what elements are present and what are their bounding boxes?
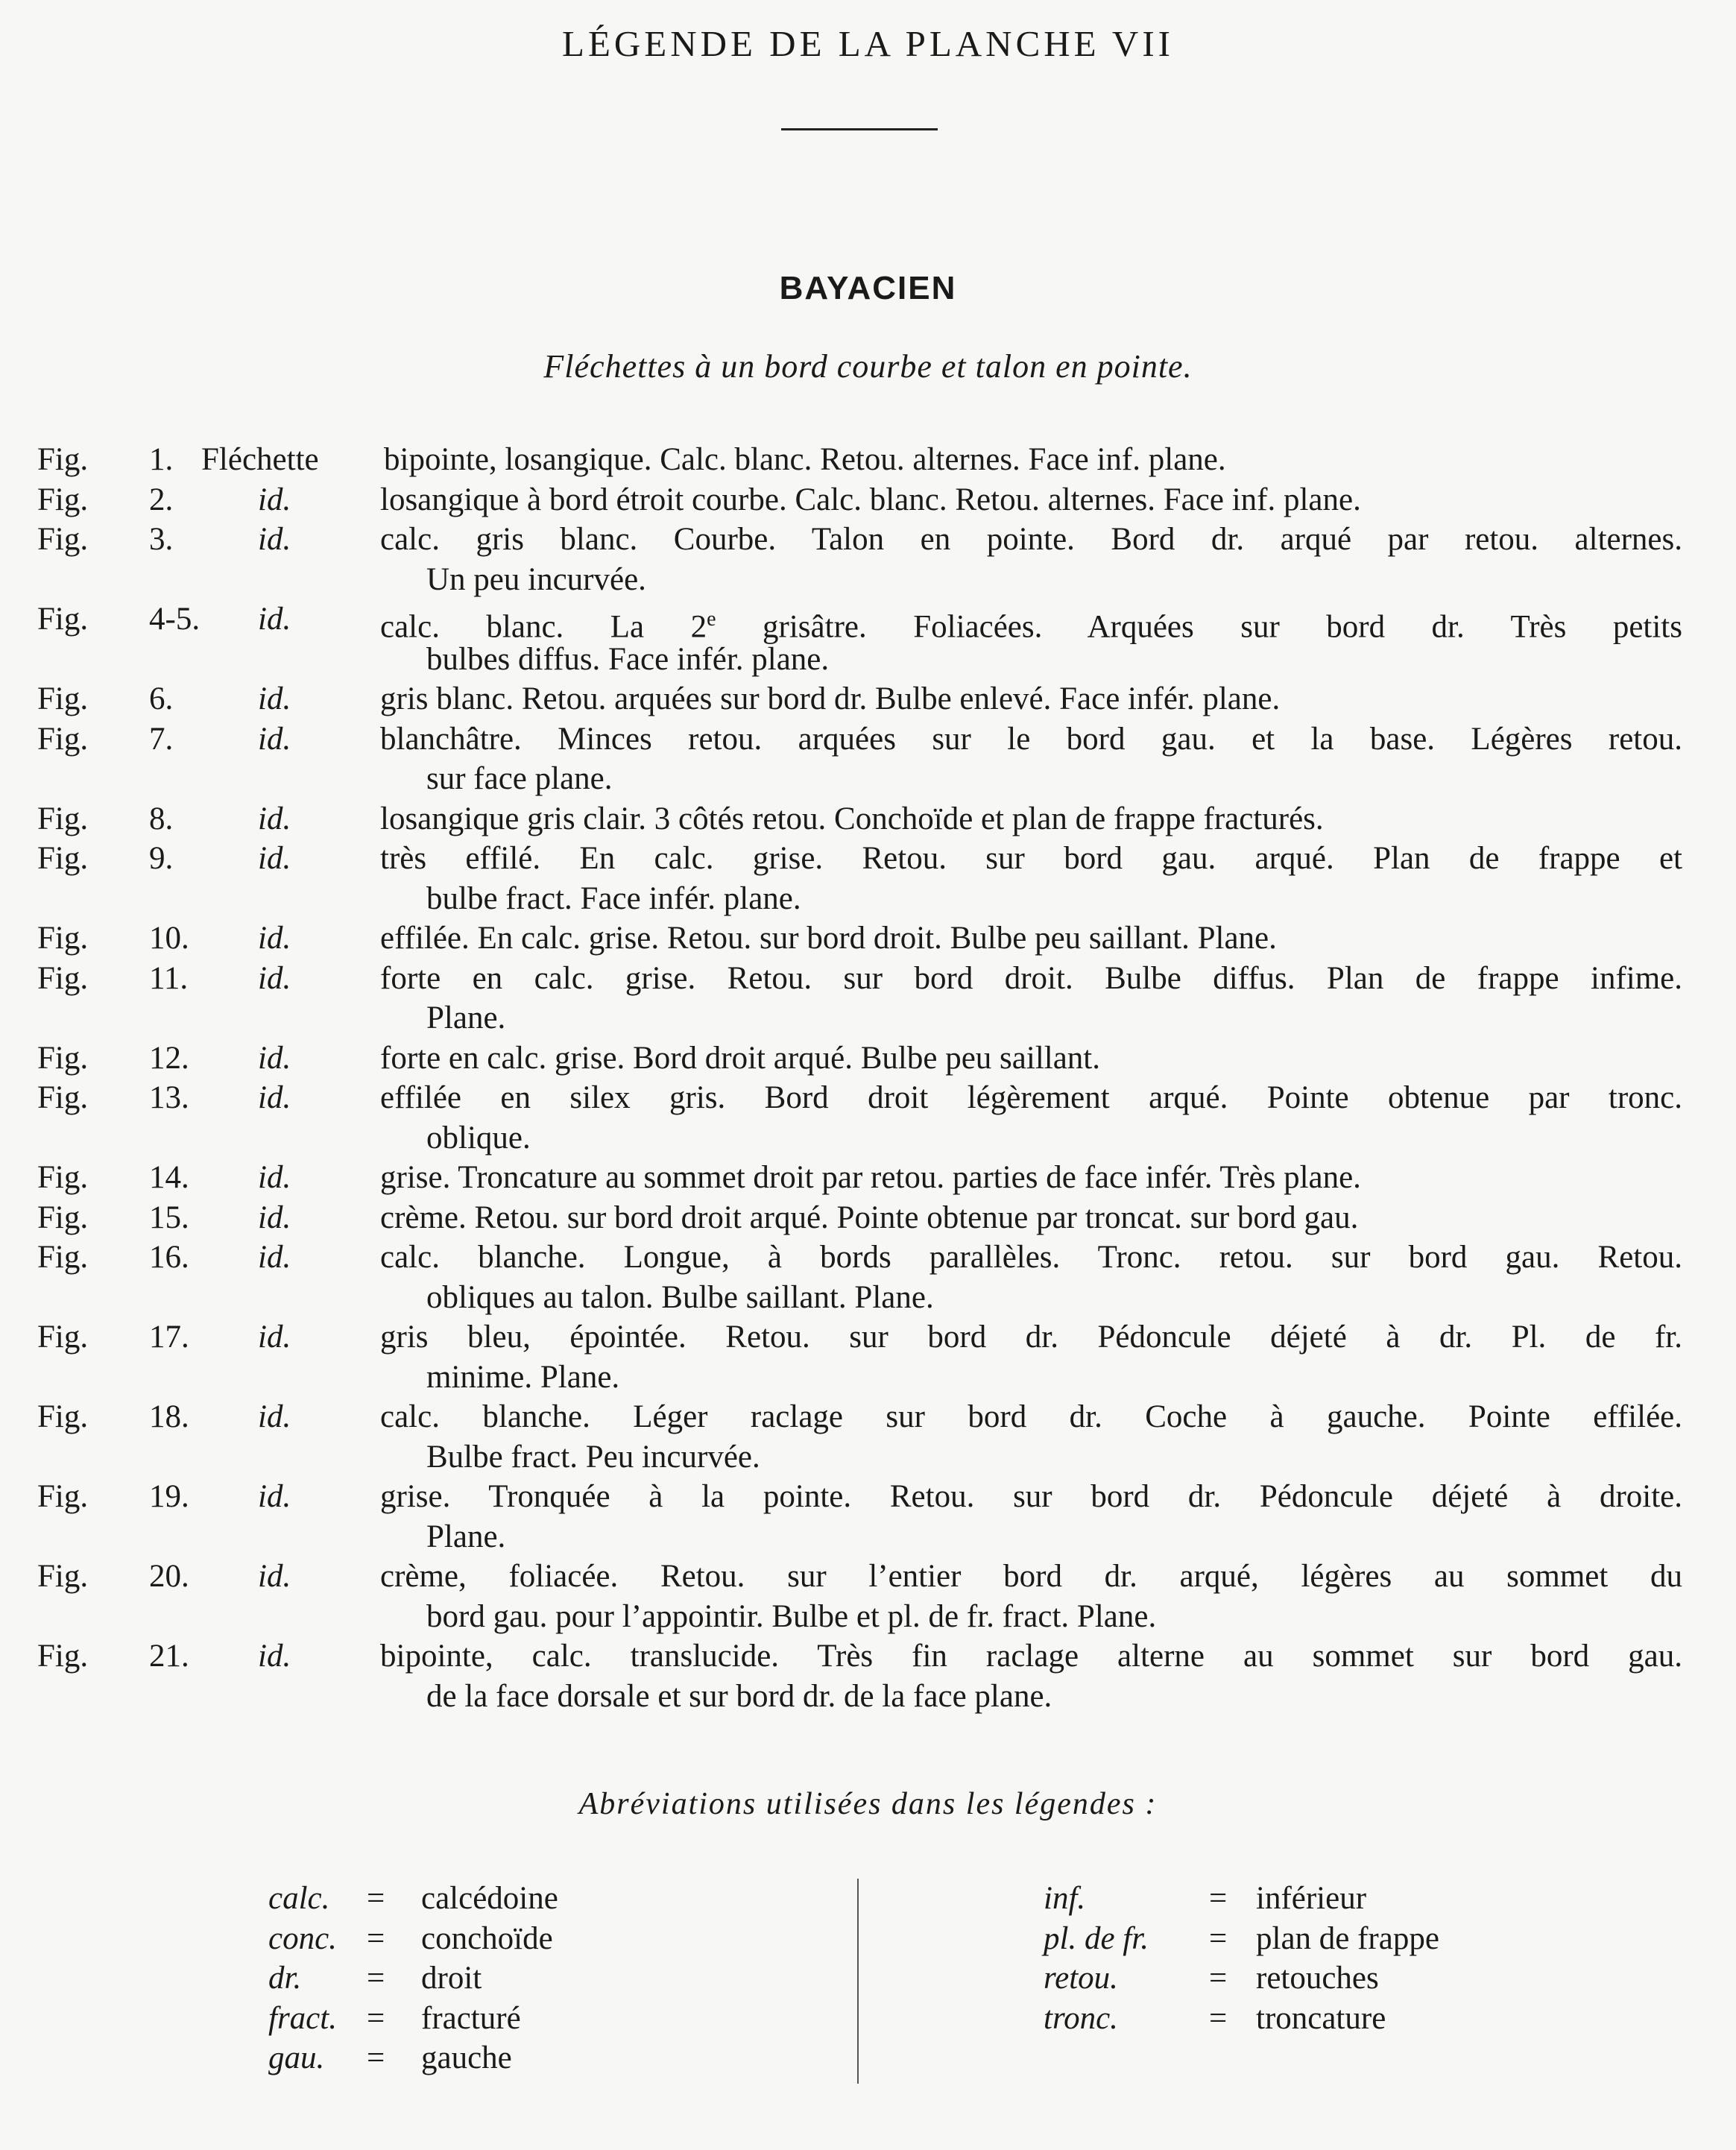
figure-description-continued: minime. Plane.: [426, 1359, 620, 1395]
figure-description: bipointe, losangique. Calc. blanc. Retou. alternes. Face inf. plane.: [384, 442, 1226, 477]
figure-type: id.: [258, 1320, 291, 1355]
legend-entry-continuation-line: [0, 1517, 1736, 1557]
legend-entry-continuation-line: [0, 640, 1736, 680]
section-subtitle: Fléchettes à un bord courbe et talon en pointe.: [543, 348, 1193, 385]
legend-entry: [0, 480, 1736, 520]
legend-entry: [0, 520, 1736, 599]
abbreviation-term: conc.: [268, 1920, 337, 1956]
figure-description-continued: Plane.: [426, 1519, 506, 1554]
legend-entry-first-line: [0, 1038, 1736, 1079]
legend-entry-continuation-line: [0, 759, 1736, 799]
abbreviation-row: [268, 1999, 865, 2039]
legend-entry-first-line: [0, 440, 1736, 480]
figure-number: 21.: [149, 1639, 189, 1674]
figure-description-continued: bulbes diffus. Face infér. plane.: [426, 641, 830, 677]
figure-type: Fléchette: [201, 442, 319, 477]
abbreviations-heading: Abréviations utilisées dans les légendes :: [578, 1787, 1158, 1821]
figure-description: losangique gris clair. 3 côtés retou. Conchoïde et plan de frappe fracturés.: [380, 801, 1324, 836]
abbreviation-row: [1044, 1879, 1640, 1919]
legend-entry-first-line: [0, 1078, 1736, 1118]
legend-entry-first-line: [0, 959, 1736, 999]
figure-description-continued: Plane.: [426, 1000, 506, 1035]
legend-entry: [0, 679, 1736, 719]
figure-label: Fig.: [37, 1040, 89, 1076]
figure-description: gris bleu, épointée. Retou. sur bord dr. Pédoncule déjeté à dr. Pl. de fr.: [380, 1320, 1682, 1355]
figure-description-continued: sur face plane.: [426, 761, 613, 796]
equals-sign: =: [1209, 1961, 1228, 1996]
figure-type: id.: [258, 1199, 291, 1235]
figure-description: losangique à bord étroit courbe. Calc. blanc. Retou. alternes. Face inf. plane.: [380, 482, 1361, 517]
legend-entry: [0, 1477, 1736, 1557]
legend-entry-first-line: [0, 1198, 1736, 1238]
equals-sign: =: [367, 1961, 385, 1996]
figure-description: effilée. En calc. grise. Retou. sur bord droit. Bulbe peu saillant. Plane.: [380, 921, 1277, 956]
figure-type: id.: [258, 1240, 291, 1275]
figure-label: Fig.: [37, 482, 89, 517]
figure-label: Fig.: [37, 960, 89, 996]
figure-description: blanchâtre. Minces retou. arquées sur le bord gau. et la base. Légères retou.: [380, 721, 1682, 757]
legend-entry-continuation-line: [0, 1278, 1736, 1318]
figure-type: id.: [258, 721, 291, 757]
figure-number: 8.: [149, 801, 174, 836]
figure-number: 1.: [149, 442, 174, 477]
abbreviations-right-column: [1044, 1879, 1640, 2038]
abbreviation-meaning: retouches: [1256, 1961, 1379, 1996]
section-heading: BAYACIEN: [779, 270, 957, 306]
legend-entry-continuation-line: [0, 1118, 1736, 1158]
figure-label: Fig.: [37, 1559, 89, 1594]
legend-entry-continuation-line: [0, 560, 1736, 600]
legend-entry-first-line: [0, 599, 1736, 645]
figure-description: gris blanc. Retou. arquées sur bord dr. Bulbe enlevé. Face infér. plane.: [380, 681, 1281, 716]
figure-description-continued: Bulbe fract. Peu incurvée.: [426, 1439, 760, 1475]
equals-sign: =: [367, 1881, 385, 1916]
figure-type: id.: [258, 921, 291, 956]
figure-description: calc. gris blanc. Courbe. Talon en pointe. Bord dr. arqué par retou. alternes.: [380, 522, 1682, 557]
figure-number: 6.: [149, 681, 174, 716]
figure-number: 19.: [149, 1479, 189, 1514]
figure-label: Fig.: [37, 921, 89, 956]
abbreviation-term: retou.: [1044, 1961, 1118, 1996]
legend-entry: [0, 799, 1736, 839]
abbreviation-term: dr.: [268, 1961, 302, 1996]
equals-sign: =: [367, 1920, 385, 1956]
abbreviation-term: fract.: [268, 2000, 337, 2036]
figure-number: 11.: [149, 960, 189, 996]
legend-entry-first-line: [0, 799, 1736, 839]
equals-sign: =: [367, 2000, 385, 2036]
title-rule: [781, 128, 938, 130]
legend-entry: [0, 1158, 1736, 1198]
abbreviation-meaning: gauche: [421, 2040, 512, 2075]
figure-description: crème, foliacée. Retou. sur l’entier bord dr. arqué, légères au sommet du: [380, 1559, 1682, 1594]
figure-description: calc. blanc. La 2e grisâtre. Foliacées. Arquées sur bord dr. Très petits: [380, 608, 1682, 645]
equals-sign: =: [1209, 2000, 1228, 2036]
figure-label: Fig.: [37, 681, 89, 716]
abbreviation-term: calc.: [268, 1881, 330, 1916]
figure-label: Fig.: [37, 1399, 89, 1434]
legend-entry-first-line: [0, 839, 1736, 879]
legend-entry-first-line: [0, 1317, 1736, 1358]
equals-sign: =: [367, 2040, 385, 2075]
legend-entry-first-line: [0, 719, 1736, 760]
figure-description-continued: oblique.: [426, 1120, 531, 1156]
legend-entry: [0, 440, 1736, 480]
figure-label: Fig.: [37, 602, 89, 637]
abbreviation-term: inf.: [1044, 1881, 1086, 1916]
figure-description: forte en calc. grise. Bord droit arqué. Bulbe peu saillant.: [380, 1040, 1100, 1076]
figure-description-continued: bord gau. pour l’appointir. Bulbe et pl. de fr. fract. Plane.: [426, 1598, 1157, 1634]
legend-entry: [0, 599, 1736, 679]
figure-type: id.: [258, 522, 291, 557]
figure-label: Fig.: [37, 1639, 89, 1674]
figure-number: 16.: [149, 1240, 189, 1275]
legend-entry-first-line: [0, 1636, 1736, 1677]
legend-entry-continuation-line: [0, 1677, 1736, 1717]
legend-entry: [0, 719, 1736, 799]
page-title: LÉGENDE DE LA PLANCHE VII: [562, 23, 1174, 64]
legend-entry-continuation-line: [0, 879, 1736, 919]
figure-type: id.: [258, 1559, 291, 1594]
legend-entry: [0, 959, 1736, 1038]
abbreviation-row: [1044, 1919, 1640, 1959]
abbreviations-divider: [857, 1879, 859, 2084]
figure-label: Fig.: [37, 841, 89, 876]
legend-entry-first-line: [0, 679, 1736, 719]
abbreviation-meaning: conchoïde: [421, 1920, 553, 1956]
figure-type: id.: [258, 1040, 291, 1076]
legend-entry-first-line: [0, 1238, 1736, 1278]
legend-entry: [0, 1078, 1736, 1158]
figure-description: grise. Troncature au sommet droit par retou. parties de face infér. Très plane.: [380, 1160, 1361, 1195]
figure-number: 15.: [149, 1199, 189, 1235]
abbreviation-row: [1044, 1999, 1640, 2039]
figure-type: id.: [258, 1399, 291, 1434]
figure-number: 7.: [149, 721, 174, 757]
abbreviation-meaning: droit: [421, 1961, 482, 1996]
legend-entry-continuation-line: [0, 998, 1736, 1038]
figure-number: 13.: [149, 1080, 189, 1115]
legend-entry: [0, 1238, 1736, 1317]
figure-label: Fig.: [37, 801, 89, 836]
figure-number: 2.: [149, 482, 174, 517]
figure-type: id.: [258, 1479, 291, 1514]
legend-entry-continuation-line: [0, 1358, 1736, 1398]
equals-sign: =: [1209, 1881, 1228, 1916]
legend-entry: [0, 1557, 1736, 1636]
abbreviation-term: tronc.: [1044, 2000, 1118, 2036]
figure-type: id.: [258, 801, 291, 836]
figure-label: Fig.: [37, 1479, 89, 1514]
abbreviation-meaning: plan de frappe: [1256, 1920, 1439, 1956]
figure-type: id.: [258, 960, 291, 996]
figure-description: forte en calc. grise. Retou. sur bord droit. Bulbe diffus. Plan de frappe infime.: [380, 960, 1682, 996]
legend-entry-continuation-line: [0, 1437, 1736, 1478]
figure-number: 18.: [149, 1399, 189, 1434]
figure-type: id.: [258, 482, 291, 517]
legend-entry-first-line: [0, 1477, 1736, 1517]
figure-label: Fig.: [37, 721, 89, 757]
legend-entry-first-line: [0, 918, 1736, 959]
figure-label: Fig.: [37, 1199, 89, 1235]
figure-description: grise. Tronquée à la pointe. Retou. sur bord dr. Pédoncule déjeté à droite.: [380, 1479, 1682, 1514]
figure-type: id.: [258, 1080, 291, 1115]
figure-description-continued: bulbe fract. Face infér. plane.: [426, 880, 801, 916]
figure-number: 20.: [149, 1559, 189, 1594]
figure-label: Fig.: [37, 442, 89, 477]
figure-description-continued: obliques au talon. Bulbe saillant. Plane.: [426, 1279, 934, 1315]
figure-number: 4-5.: [149, 602, 201, 637]
legend-entry: [0, 1198, 1736, 1238]
figure-number: 3.: [149, 522, 174, 557]
figure-type: id.: [258, 681, 291, 716]
figure-description-continued: de la face dorsale et sur bord dr. de la face plane.: [426, 1678, 1052, 1714]
abbreviation-row: [1044, 1958, 1640, 1999]
abbreviation-row: [268, 1879, 865, 1919]
figure-number: 10.: [149, 921, 189, 956]
figure-type: id.: [258, 841, 291, 876]
figure-label: Fig.: [37, 1080, 89, 1115]
figure-number: 14.: [149, 1160, 189, 1195]
figure-label: Fig.: [37, 1160, 89, 1195]
abbreviation-meaning: inférieur: [1256, 1881, 1367, 1916]
abbreviation-meaning: fracturé: [421, 2000, 521, 2036]
figure-label: Fig.: [37, 522, 89, 557]
abbreviation-meaning: troncature: [1256, 2000, 1386, 2036]
legend-entry-first-line: [0, 1158, 1736, 1198]
abbreviation-term: pl. de fr.: [1044, 1920, 1149, 1956]
figure-number: 12.: [149, 1040, 189, 1076]
legend-entry-first-line: [0, 1397, 1736, 1437]
abbreviation-row: [268, 1919, 865, 1959]
legend-entry-first-line: [0, 520, 1736, 560]
figure-type: id.: [258, 1160, 291, 1195]
figure-description: effilée en silex gris. Bord droit légèrement arqué. Pointe obtenue par tronc.: [380, 1080, 1682, 1115]
legend-entry: [0, 839, 1736, 918]
legend-entry: [0, 1397, 1736, 1477]
legend-entry-first-line: [0, 1557, 1736, 1597]
legend-entry-continuation-line: [0, 1597, 1736, 1637]
abbreviation-row: [268, 1958, 865, 1999]
figure-type: id.: [258, 602, 291, 637]
figure-description-continued: Un peu incurvée.: [426, 561, 646, 597]
abbreviation-meaning: calcédoine: [421, 1881, 558, 1916]
legend-entry: [0, 1038, 1736, 1079]
legend-entry-first-line: [0, 480, 1736, 520]
abbreviation-row: [268, 2038, 865, 2078]
legend-entry: [0, 918, 1736, 959]
legend-entry: [0, 1636, 1736, 1716]
abbreviations-left-column: [268, 1879, 865, 2078]
figure-description: crème. Retou. sur bord droit arqué. Pointe obtenue par troncat. sur bord gau.: [380, 1199, 1359, 1235]
legend-entry: [0, 1317, 1736, 1397]
figure-number: 17.: [149, 1320, 189, 1355]
abbreviation-term: gau.: [268, 2040, 325, 2075]
figure-number: 9.: [149, 841, 174, 876]
figure-description: très effilé. En calc. grise. Retou. sur bord gau. arqué. Plan de frappe et: [380, 841, 1682, 876]
figure-legend-list: [0, 440, 1736, 1716]
figure-label: Fig.: [37, 1320, 89, 1355]
figure-description: calc. blanche. Longue, à bords parallèles. Tronc. retou. sur bord gau. Retou.: [380, 1240, 1682, 1275]
figure-description: calc. blanche. Léger raclage sur bord dr. Coche à gauche. Pointe effilée.: [380, 1399, 1682, 1434]
figure-type: id.: [258, 1639, 291, 1674]
equals-sign: =: [1209, 1920, 1228, 1956]
figure-label: Fig.: [37, 1240, 89, 1275]
figure-description: bipointe, calc. translucide. Très fin raclage alterne au sommet sur bord gau.: [380, 1639, 1682, 1674]
